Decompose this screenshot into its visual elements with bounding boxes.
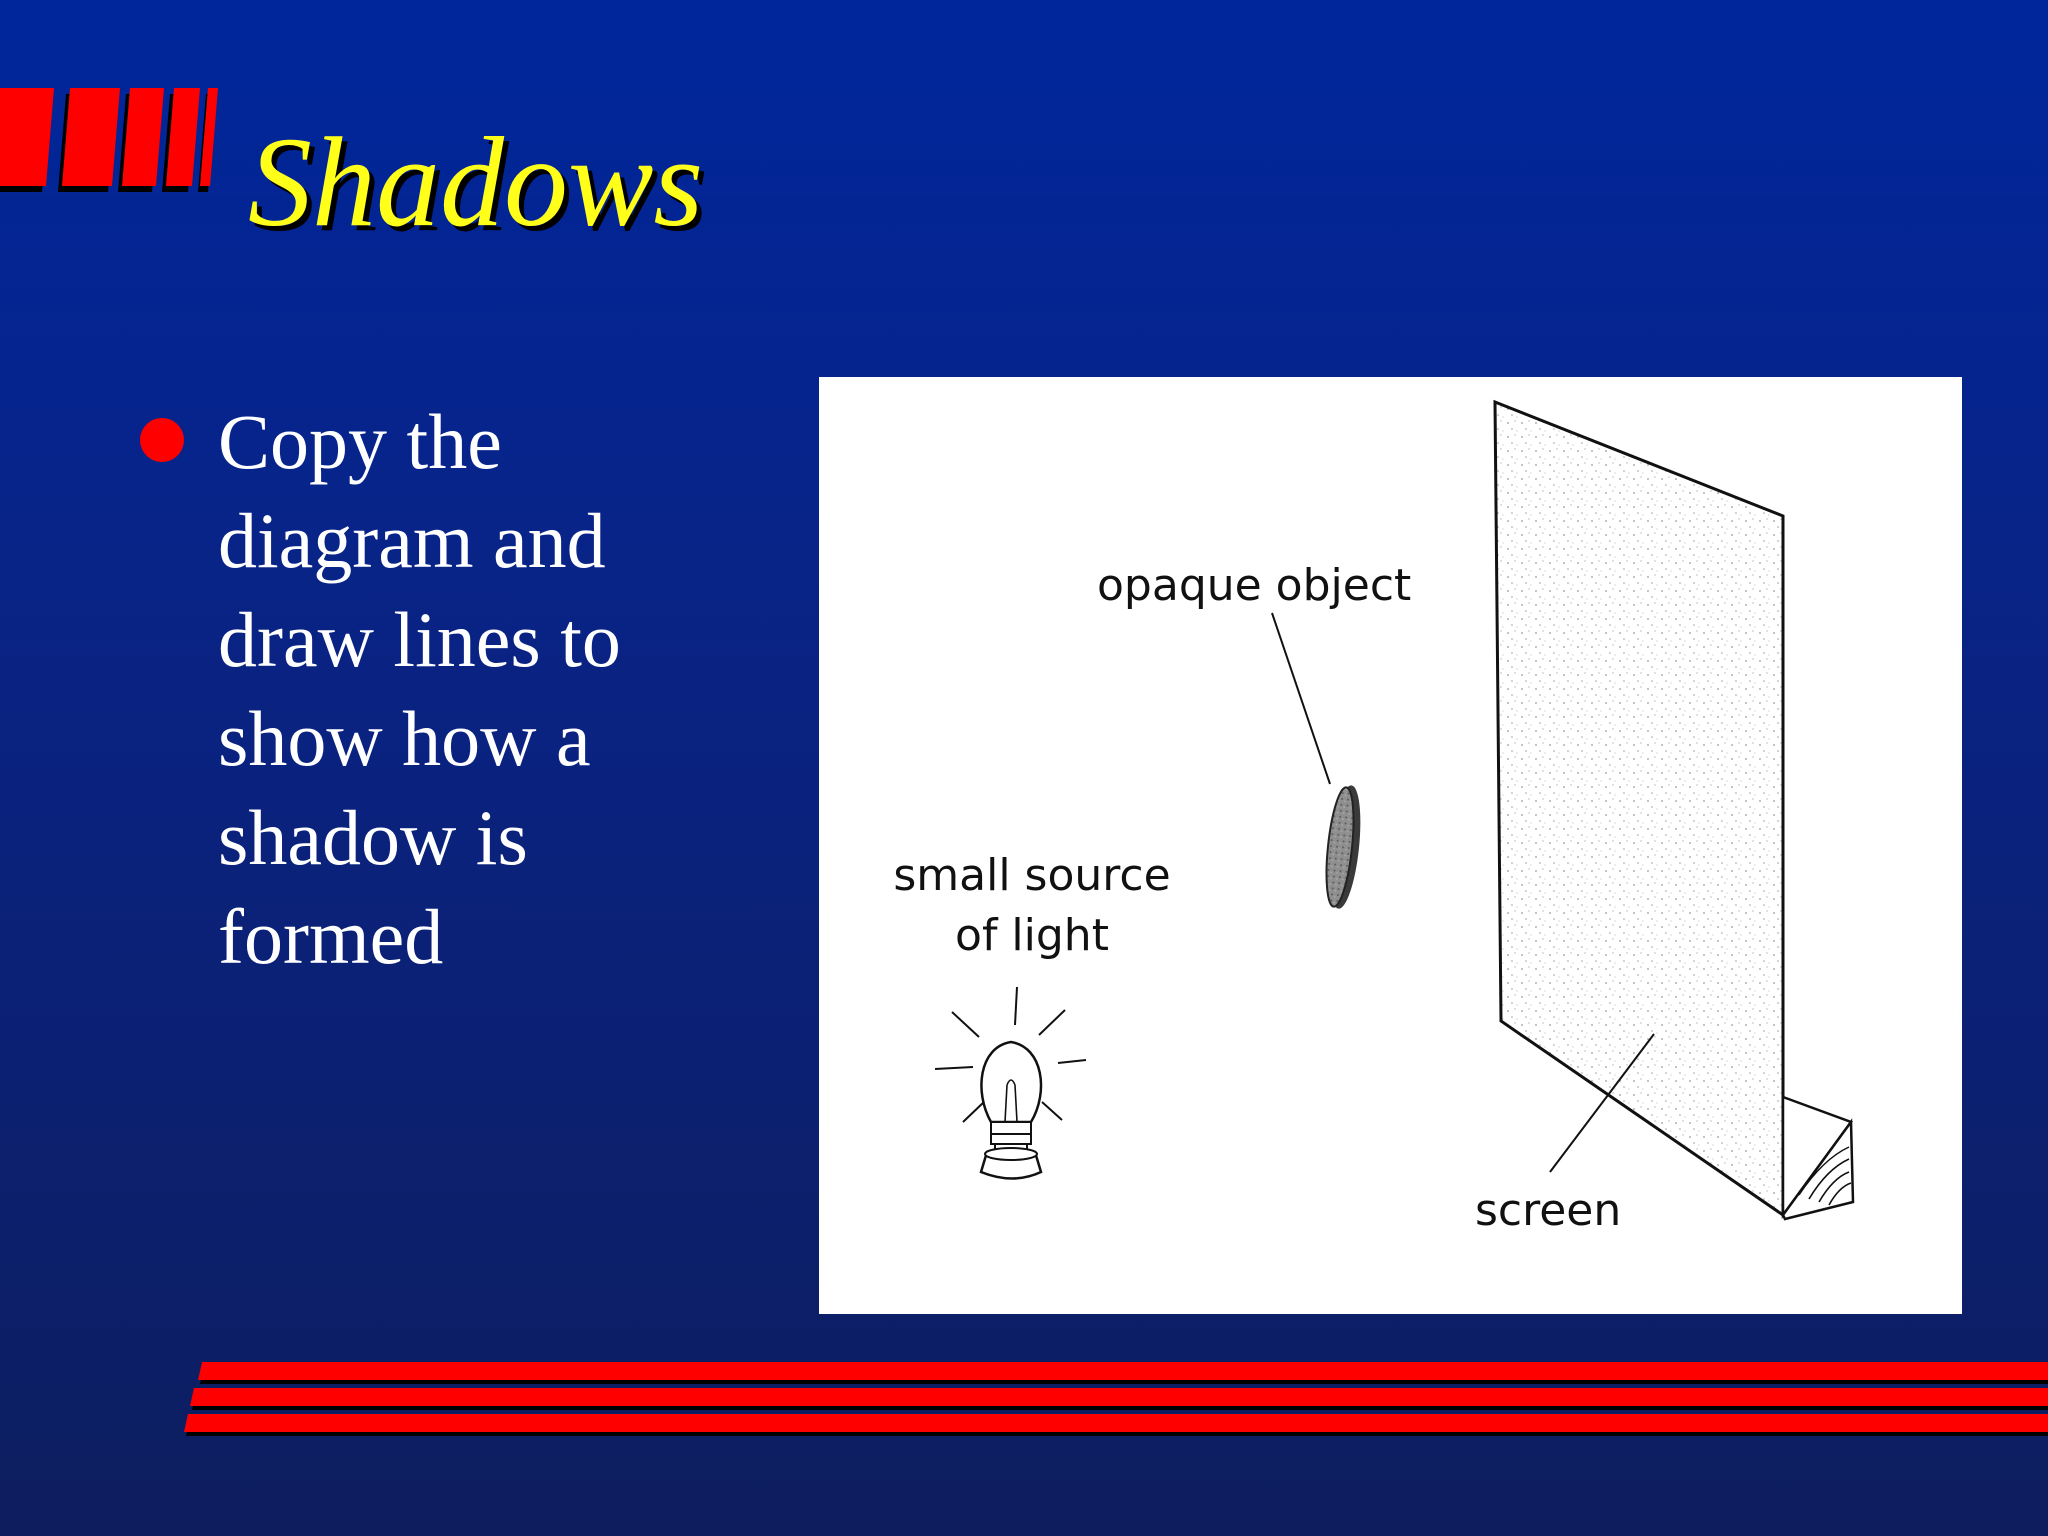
bullet-dot: [140, 418, 184, 462]
label-small-source: small source: [893, 850, 1171, 901]
opaque-object-disc: [1322, 784, 1366, 910]
slide-title: Shadows: [248, 111, 704, 253]
opaque-object-pointer: [1272, 613, 1330, 784]
light-bulb-icon: [935, 987, 1086, 1179]
screen-base-block: [1783, 1097, 1853, 1219]
screen-panel: [1495, 402, 1853, 1219]
title-stripes-decoration: [0, 82, 220, 198]
shadow-diagram: [819, 377, 1962, 1314]
label-screen: screen: [1475, 1185, 1622, 1236]
label-of-light: of light: [955, 910, 1109, 961]
diagram-drawing: [819, 377, 1962, 1314]
bottom-stripes-decoration: [0, 1360, 2048, 1440]
bullet-text: Copy the diagram and draw lines to show how a shadow is formed: [218, 398, 621, 980]
label-opaque-object: opaque object: [1097, 560, 1412, 611]
